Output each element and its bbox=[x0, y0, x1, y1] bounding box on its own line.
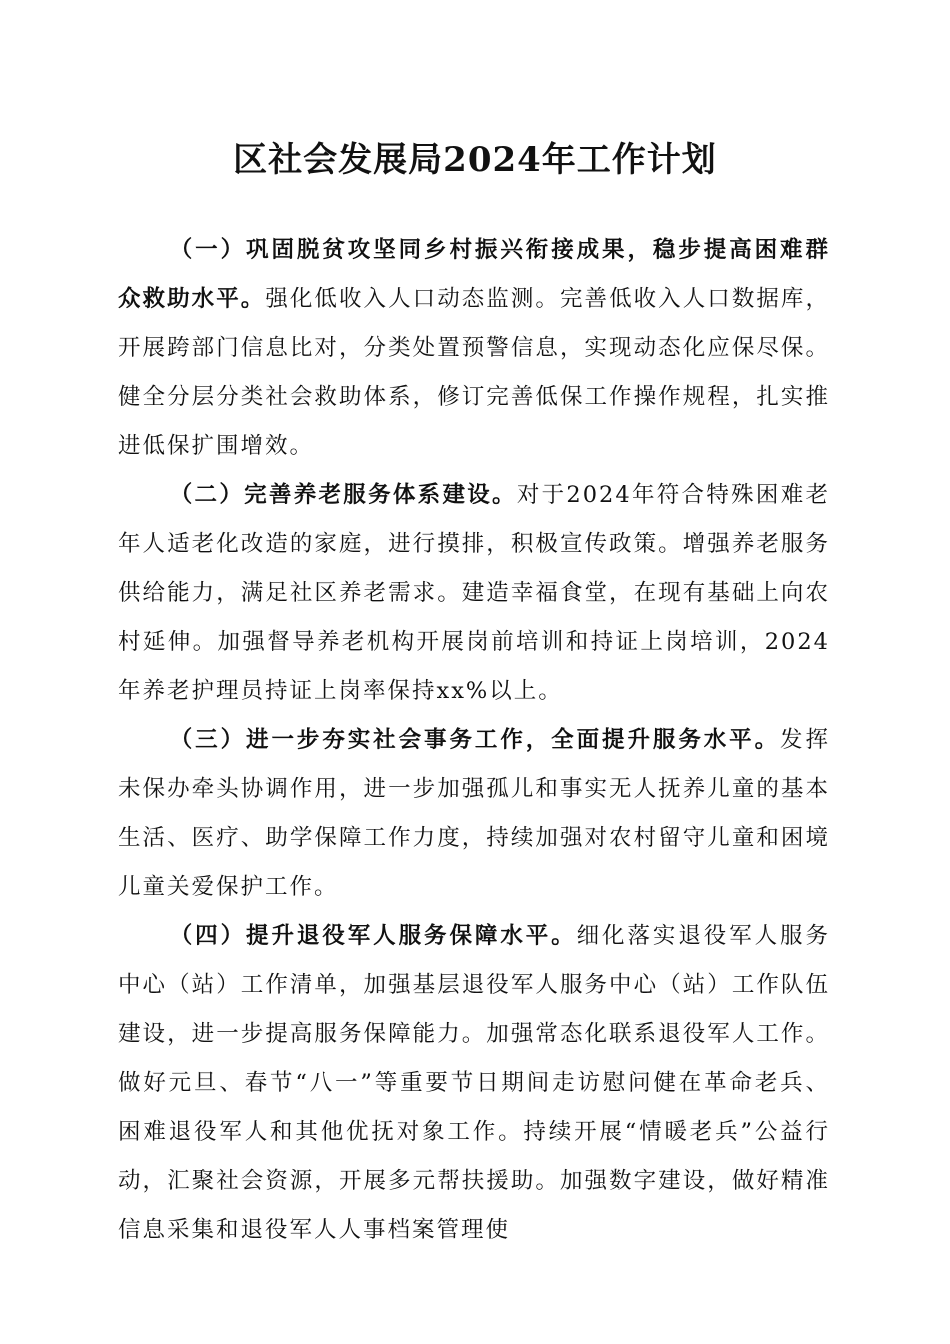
paragraph-text: 细化落实退役军人服务中心（站）工作清单，加强基层退役军人服务中心（站）工作队伍建设，进一步提高服务保障能力。加强常态化联系退役军人工作。做好元旦、春节“八一”等重要节日期间走访慰问健在革命老兵、困难退役军人和其他优抚对象工作。持续开展“情暖老兵”公益行动，汇聚社会资源，开展多元帮扶援助。加强数字建设，做好精准信息采集和退役军人人事档案管理使 bbox=[118, 923, 830, 1243]
paragraph-1 bbox=[118, 226, 830, 471]
paragraph-heading: （四）提升退役军人服务保障水平。 bbox=[169, 923, 577, 949]
paragraph-heading: （一）巩固脱贫攻坚同乡村振兴衔接成果，稳步提高困难群众救助水平。 bbox=[118, 237, 830, 312]
paragraph-heading: （三）进一步夯实社会事务工作，全面提升服务水平。 bbox=[169, 727, 781, 753]
paragraph-2 bbox=[118, 471, 830, 716]
paragraph-3 bbox=[118, 716, 830, 912]
paragraph-text: 强化低收入人口动态监测。完善低收入人口数据库，开展跨部门信息比对，分类处置预警信息，实现动态化应保尽保。健全分层分类社会救助体系，修订完善低保工作操作规程，扎实推进低保扩围增效。 bbox=[118, 286, 830, 459]
paragraph-heading: （二）完善养老服务体系建设。 bbox=[169, 482, 517, 508]
document-title: 区社会发展局2024年工作计划 bbox=[233, 140, 717, 180]
document-body bbox=[118, 226, 830, 1255]
paragraph-text: 对于2024年符合特殊困难老年人适老化改造的家庭，进行摸排，积极宣传政策。增强养老服务供给能力，满足社区养老需求。建造幸福食堂，在现有基础上向农村延伸。加强督导养老机构开展岗前培训和持证上岗培训，2024年养老护理员持证上岗率保持xx%以上。 bbox=[118, 482, 830, 704]
paragraph-4 bbox=[118, 912, 830, 1255]
paragraph-text: 发挥未保办牵头协调作用，进一步加强孤儿和事实无人抚养儿童的基本生活、医疗、助学保障工作力度，持续加强对农村留守儿童和困境儿童关爱保护工作。 bbox=[118, 727, 830, 900]
